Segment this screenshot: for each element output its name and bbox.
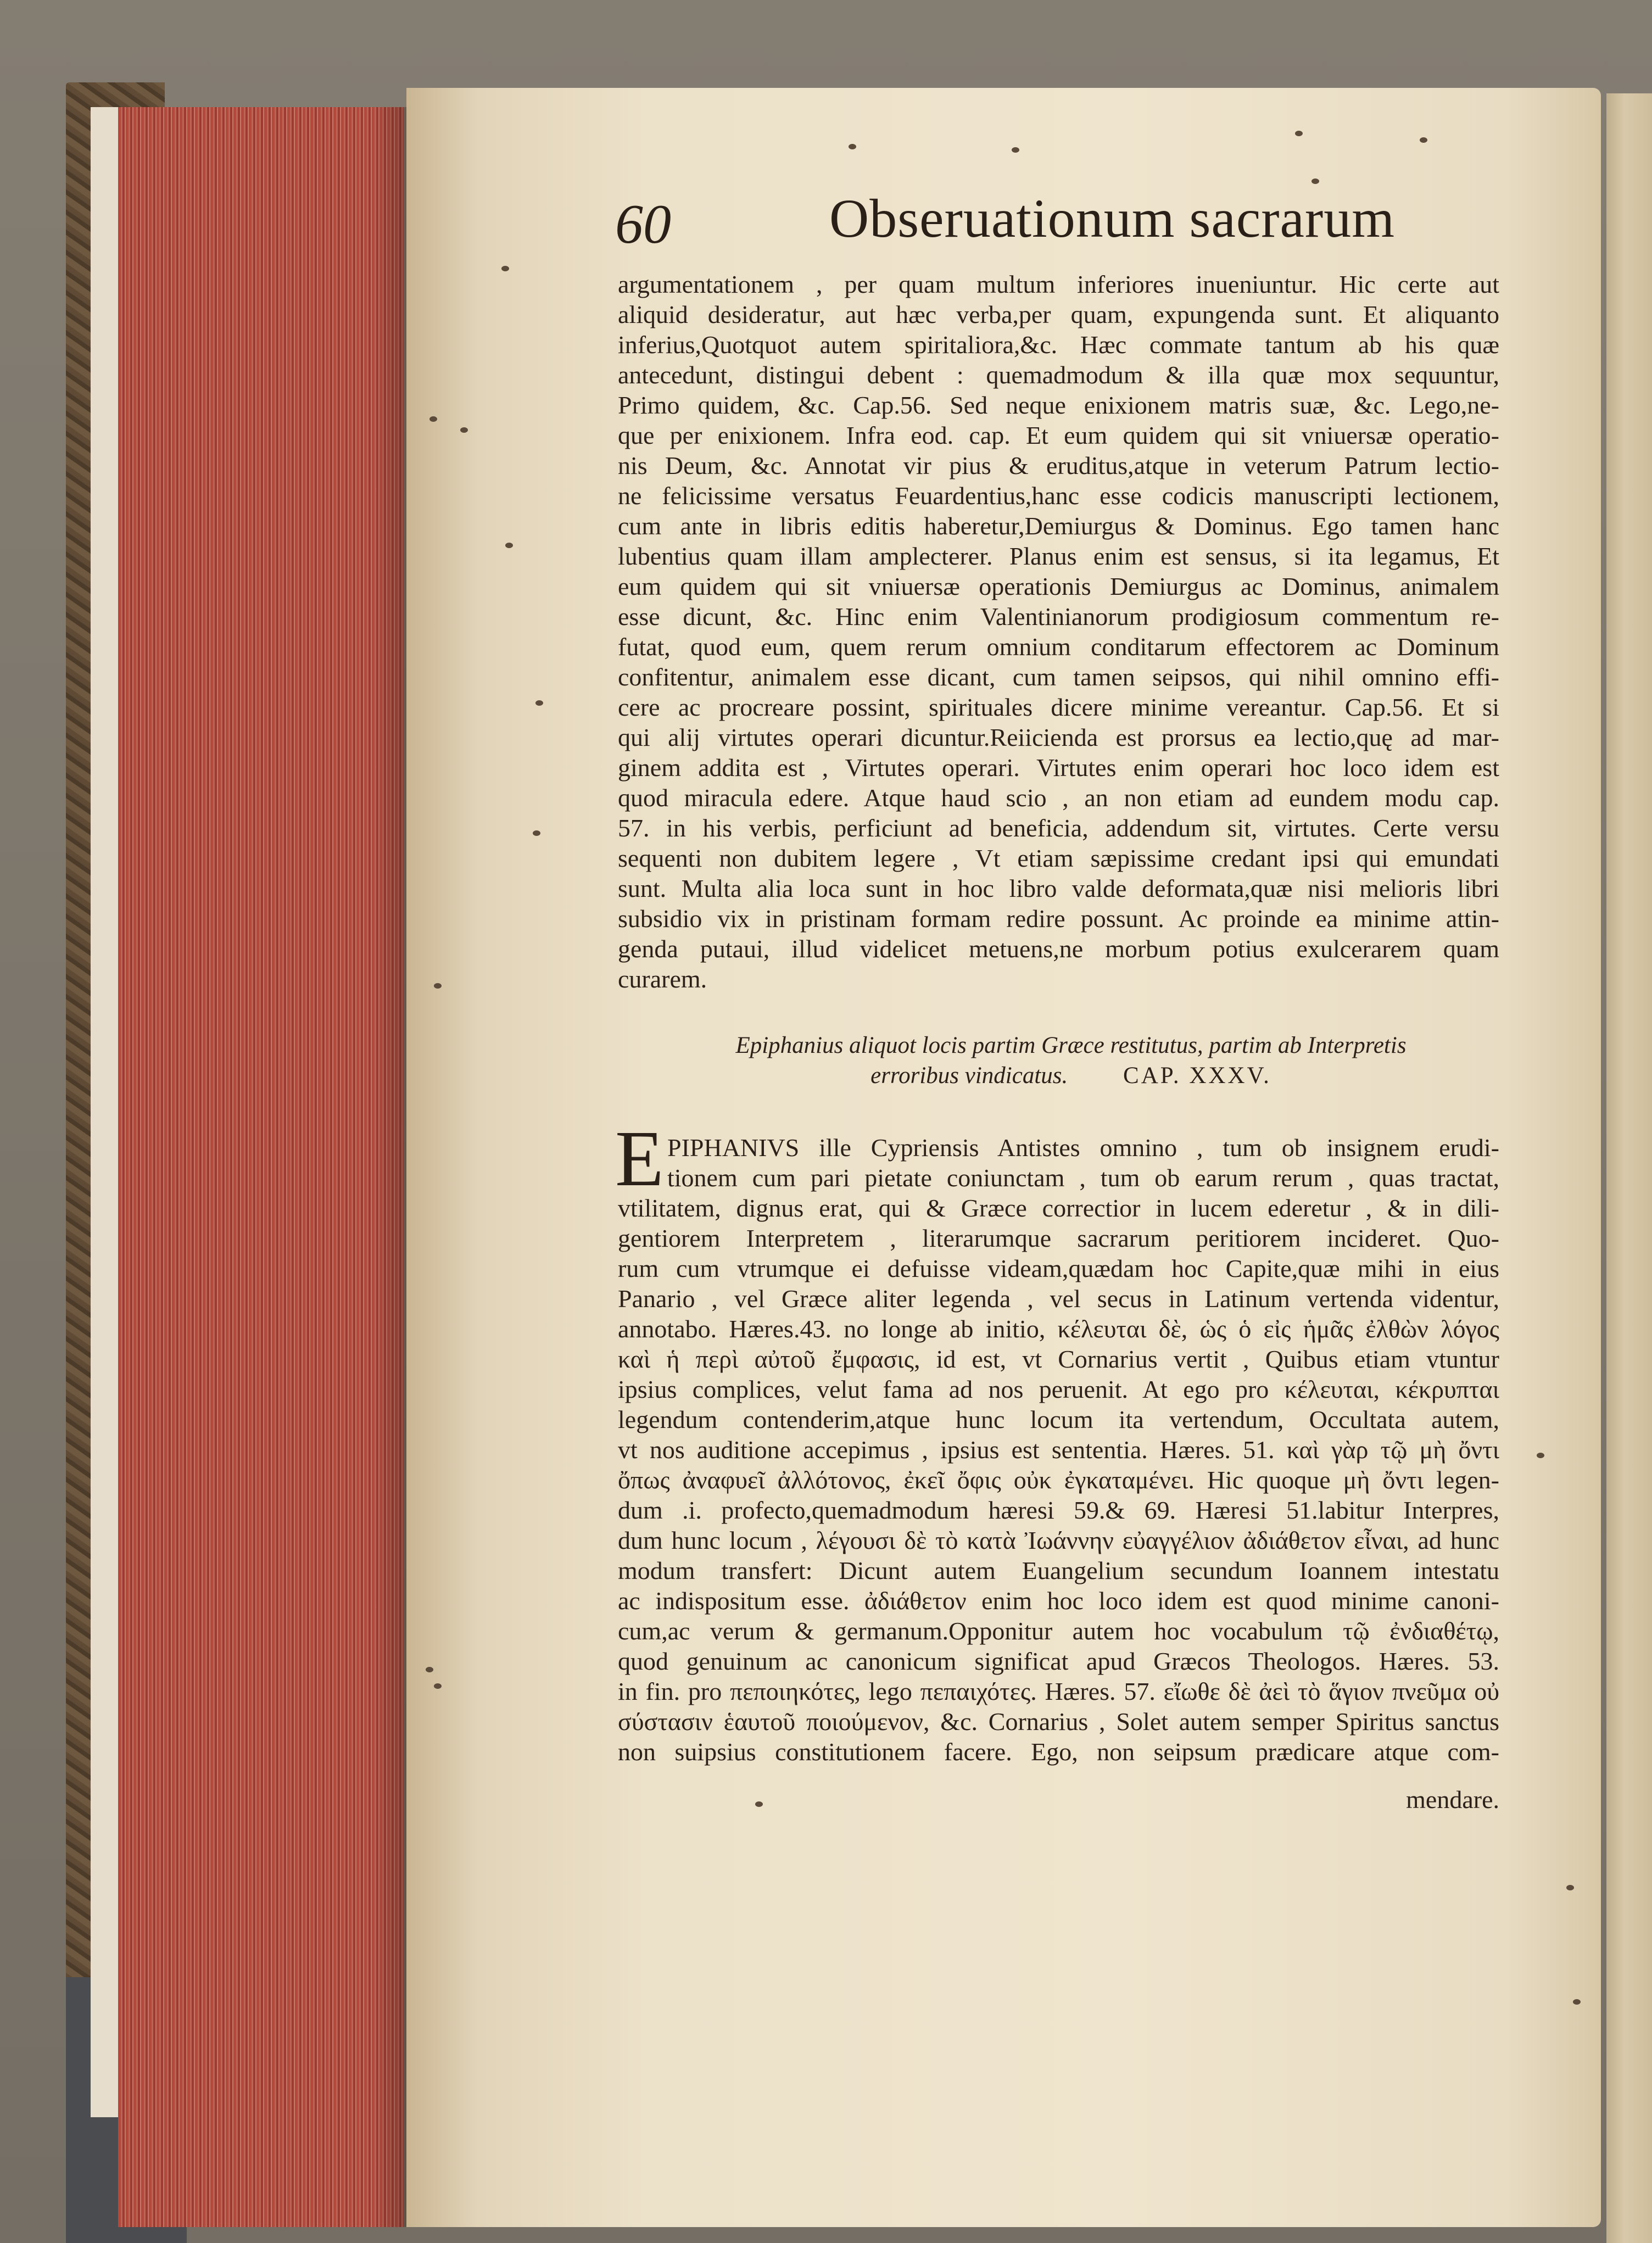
catchword: mendare.: [1406, 1786, 1499, 1814]
text-line: ipsius complices, velut fama ad nos peruenit. At ego pro κέλευται, κέκρυπται: [618, 1375, 1499, 1403]
foxing-spot: [501, 266, 509, 271]
text-line: eum quidem qui sit vniuersæ operationis Demiurgus ac Dominus, animalem: [618, 572, 1499, 600]
text-line: 57. in his verbis, perficiunt ad beneficia, addendum sit, virtutes. Certe versu: [618, 814, 1499, 842]
text-line: non suipsius constitutionem facere. Ego, non seipsum prædicare atque com-: [618, 1738, 1499, 1766]
text-line: ac indispositum esse. ἀδιάθετον enim hoc loco idem est quod minime canoni-: [618, 1587, 1499, 1615]
foxing-spot: [1295, 131, 1303, 136]
text-line: genda putaui, illud videlicet metuens,ne morbum potius exulcerarem quam: [618, 935, 1499, 963]
text-line: ne felicissime versatus Feuardentius,hanc esse codicis manuscripti lectionem,: [618, 482, 1499, 510]
text-line: in fin. pro πεποιηκότες, lego πεπαιχότες. Hæres. 57. εἴωθε δὲ ἀεὶ τὸ ἅγιον πνεῦμα οὐ: [618, 1677, 1499, 1705]
text-line: Primo quidem, &c. Cap.56. Sed neque enixionem matris suæ, &c. Lego,ne-: [618, 391, 1499, 419]
foxing-spot: [755, 1801, 763, 1807]
foxing-spot: [849, 144, 856, 149]
foxing-spot: [1537, 1453, 1544, 1458]
text-line: gentiorem Interpretem , literarumque sacrarum peritiorem incideret. Quo-: [618, 1224, 1499, 1252]
chapter-text-indented: [667, 1132, 1499, 1193]
text-line: lubentius quam illam amplecterer. Planus enim est sensus, si ita legamus, Et: [618, 542, 1499, 570]
text-line: aliquid desideratur, aut hæc verba,per quam, expungenda sunt. Et aliquanto: [618, 300, 1499, 328]
text-line: argumentationem , per quam multum inferiores inueniuntur. Hic certe aut: [618, 270, 1499, 298]
chapter-number: CAP. XXXV.: [1123, 1063, 1271, 1089]
flyleaf: [91, 107, 121, 2117]
text-line: esse dicunt, &c. Hinc enim Valentinianorum prodigiosum commentum re-: [618, 602, 1499, 631]
text-line: quod miracula edere. Atque haud scio , an non etiam ad eundem modu cap.: [618, 784, 1499, 812]
foxing-spot: [429, 416, 437, 422]
foxing-spot: [426, 1667, 433, 1672]
foxing-spot: [460, 427, 468, 433]
foxing-spot: [1420, 137, 1427, 143]
running-title: Obseruationum sacrarum: [829, 188, 1396, 249]
text-line: rum cum vtrumque ei defuisse videam,quædam hoc Capite,quæ mihi in eius: [618, 1254, 1499, 1282]
foxing-spot: [434, 983, 442, 989]
foxing-spot: [1573, 1999, 1581, 2005]
chapter-heading-line: Epiphanius aliquot locis partim Græce restitutus, partim ab Interpretis: [735, 1033, 1407, 1058]
text-line: quod genuinum ac canonicum significat apud Græcos Theologos. Hæres. 53.: [618, 1647, 1499, 1675]
text-line: curarem.: [618, 965, 707, 993]
body-text-block: [618, 269, 1499, 994]
page-block-red-edge: [118, 107, 404, 2227]
page-block-shadow: [373, 107, 406, 2227]
text-line: dum .i. profecto,quemadmodum hæresi 59.& 69. Hæresi 51.labitur Interpres,: [618, 1496, 1499, 1524]
text-line: annotabo. Hæres.43. no longe ab initio, κέλευται δὲ, ὡς ὁ εἰς ἡμᾶς ἐλθὼν λόγος: [618, 1315, 1499, 1343]
chapter-heading-line: erroribus vindicatus.: [870, 1063, 1068, 1089]
text-line: Panario , vel Græce aliter legenda , vel secus in Latinum vertenda videntur,: [618, 1285, 1499, 1313]
facing-page-edge: [1606, 93, 1652, 2243]
text-line: vt nos auditione accepimus , ipsius est sententia. Hæres. 51. καὶ γὰρ τῷ μὴ ὄντι: [618, 1436, 1499, 1464]
text-line: καὶ ἡ περὶ αὐτοῦ ἔμφασις, id est, vt Cornarius vertit , Quibus etiam vtuntur: [618, 1345, 1499, 1373]
text-line: sequenti non dubitem legere , Vt etiam sæpissime credant ipsi qui emundati: [618, 844, 1499, 872]
text-line: legendum contenderim,atque hunc locum ita vertendum, Occultata autem,: [618, 1405, 1499, 1433]
text-line: modum transfert: Dicunt autem Euangelium secundum Ioannem intestatu: [618, 1556, 1499, 1584]
text-line: futat, quod eum, quem rerum omnium conditarum effectorem ac Dominum: [618, 633, 1499, 661]
text-line: dum hunc locum , λέγουσι δὲ τὸ κατὰ Ἰωάννην εὐαγγέλιον ἀδιάθετον εἶναι, ad hunc: [618, 1526, 1499, 1554]
text-line: PIPHANIVS ille Cypriensis Antistes omnino , tum ob insignem erudi-: [667, 1134, 1499, 1162]
foxing-spot: [505, 543, 513, 548]
text-line: vtilitatem, dignus erat, qui & Græce correctior in lucem ederetur , & in dili-: [618, 1194, 1499, 1222]
chapter-text-block: [618, 1193, 1499, 1767]
foxing-spot: [533, 830, 540, 836]
foxing-spot: [535, 700, 543, 706]
show-through-stamp: [406, 604, 582, 1098]
text-line: confitentur, animalem esse dicant, cum tamen seipsos, qui nihil omnino effi-: [618, 663, 1499, 691]
text-line: σύστασιν ἑαυτοῦ ποιούμενον, &c. Cornarius , Solet autem semper Spiritus sanctus: [618, 1708, 1499, 1736]
text-line: nis Deum, &c. Annotat vir pius & eruditus,atque in veterum Patrum lectio-: [618, 451, 1499, 479]
text-line: que per enixionem. Infra eod. cap. Et eum quidem qui sit vniuersæ operatio-: [618, 421, 1499, 449]
text-line: cum,ac verum & germanum.Opponitur autem hoc vocabulum τῷ ἐνδιαθέτῳ,: [618, 1617, 1499, 1645]
text-line: subsidio vix in pristinam formam redire possunt. Ac proinde ea minime attin-: [618, 905, 1499, 933]
chapter-heading: [714, 1030, 1428, 1091]
text-line: sunt. Multa alia loca sunt in hoc libro valde deformata,quæ nisi melioris libri: [618, 874, 1499, 902]
foxing-spot: [1012, 147, 1019, 153]
text-line: ginem addita est , Virtutes operari. Virtutes enim operari hoc loco idem est: [618, 754, 1499, 782]
page-number: 60: [615, 193, 671, 255]
text-line: tionem cum pari pietate coniunctam , tum ob earum rerum , quas tractat,: [667, 1164, 1499, 1192]
foxing-spot: [1566, 1885, 1574, 1890]
text-line: cere ac procreare possint, spirituales dicere minime vereantur. Cap.56. Et si: [618, 693, 1499, 721]
drop-capital: E: [615, 1115, 664, 1203]
text-line: inferius,Quotquot autem spiritaliora,&c. Hæc commate tantum ab his quæ: [618, 331, 1499, 359]
page-header: [615, 187, 1450, 258]
foxing-spot: [434, 1683, 442, 1689]
text-line: qui alij virtutes operari dicuntur.Reiicienda est prorsus ea lectio,quę ad mar-: [618, 723, 1499, 751]
text-line: cum ante in libris editis haberetur,Demiurgus & Dominus. Ego tamen hanc: [618, 512, 1499, 540]
text-line: ὄπως ἀναφυεῖ ἀλλότονος, ἐκεῖ ὄφις οὐκ ἐγκαταμένει. Hic quoque μὴ ὄντι legen-: [618, 1466, 1499, 1494]
text-line: antecedunt, distingui debent : quemadmodum & illa quæ mox sequuntur,: [618, 361, 1499, 389]
foxing-spot: [1311, 178, 1319, 184]
